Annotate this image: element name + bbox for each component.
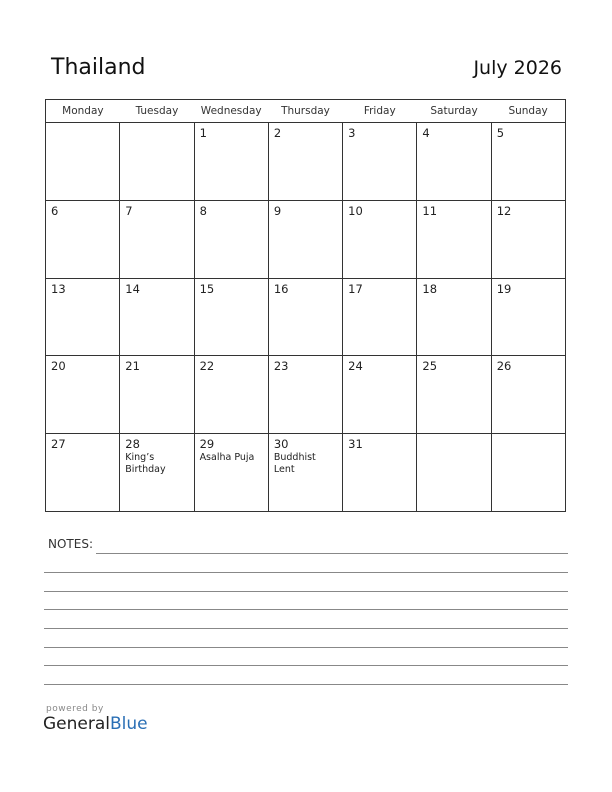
holiday-label: Asalha Puja <box>199 452 255 464</box>
day-cell <box>491 200 565 278</box>
day-cell <box>343 434 417 512</box>
day-cell <box>343 200 417 278</box>
day-number: 12 <box>496 203 512 218</box>
day-number: 22 <box>199 359 215 374</box>
brand-part-blue: Blue <box>110 714 148 734</box>
week-row <box>46 123 566 201</box>
day-cell <box>343 356 417 434</box>
day-cell <box>417 278 491 356</box>
weekday-header: Friday <box>343 100 417 123</box>
day-cell <box>46 434 120 512</box>
day-number: 6 <box>51 203 59 218</box>
day-cell <box>46 123 120 201</box>
day-number: 30 <box>273 437 289 452</box>
day-cell <box>120 123 194 201</box>
weekday-header: Monday <box>46 100 120 123</box>
day-number: 25 <box>422 359 438 374</box>
day-cell <box>268 123 342 201</box>
weekday-header: Thursday <box>268 100 342 123</box>
notes-line <box>44 647 568 648</box>
weekday-header-row <box>46 100 566 123</box>
day-number: 13 <box>51 281 66 296</box>
day-number: 5 <box>496 126 505 140</box>
day-number: 8 <box>199 203 207 218</box>
week-row <box>46 278 566 356</box>
day-cell <box>194 200 268 278</box>
day-number: 1 <box>199 126 207 140</box>
day-cell <box>491 434 565 512</box>
generalblue-logo <box>43 704 148 734</box>
notes-line <box>96 553 568 554</box>
day-number: 15 <box>199 281 215 296</box>
day-cell <box>491 278 565 356</box>
day-cell <box>417 200 491 278</box>
day-number: 16 <box>273 281 289 296</box>
country-title: Thailand <box>51 55 146 80</box>
notes-line <box>44 684 568 685</box>
holiday-label: King’s Birthday <box>125 452 166 476</box>
day-cell <box>268 278 342 356</box>
day-number: 14 <box>125 281 140 296</box>
day-cell <box>46 200 120 278</box>
day-number <box>417 434 490 437</box>
day-cell <box>268 434 342 512</box>
day-number: 31 <box>348 437 363 452</box>
day-number: 7 <box>125 203 133 218</box>
day-number: 2 <box>273 126 282 140</box>
day-number: 28 <box>125 437 140 452</box>
day-number: 11 <box>422 203 438 218</box>
day-number <box>120 123 193 126</box>
notes-line <box>44 572 568 573</box>
day-cell <box>120 356 194 434</box>
day-cell <box>268 200 342 278</box>
day-cell <box>46 356 120 434</box>
notes-line <box>44 665 568 666</box>
day-number: 19 <box>496 281 512 296</box>
day-number: 27 <box>51 437 66 452</box>
day-cell <box>343 123 417 201</box>
day-number: 23 <box>273 359 289 374</box>
day-cell <box>120 434 194 512</box>
notes-label: NOTES: <box>48 537 93 551</box>
day-cell <box>194 278 268 356</box>
powered-by-text: powered by <box>46 704 104 714</box>
day-cell <box>417 434 491 512</box>
brand-part-general: General <box>43 714 110 734</box>
day-number <box>492 434 565 437</box>
day-number: 26 <box>496 359 512 374</box>
day-cell <box>120 200 194 278</box>
day-number: 21 <box>125 359 140 374</box>
day-number: 17 <box>348 281 363 296</box>
day-number: 29 <box>199 437 215 452</box>
day-cell <box>194 434 268 512</box>
day-cell <box>46 278 120 356</box>
day-cell <box>194 123 268 201</box>
day-cell <box>268 356 342 434</box>
day-number: 3 <box>348 126 356 140</box>
week-row <box>46 434 566 512</box>
day-cell <box>343 278 417 356</box>
brand-name <box>43 714 148 734</box>
day-number <box>46 123 119 126</box>
month-year-title: July 2026 <box>473 57 562 79</box>
day-number: 18 <box>422 281 438 296</box>
day-number: 20 <box>51 359 66 374</box>
calendar-grid <box>45 99 566 512</box>
day-cell <box>491 123 565 201</box>
day-cell <box>417 356 491 434</box>
holiday-label: Buddhist Lent <box>273 452 316 476</box>
day-number: 9 <box>273 203 282 218</box>
day-cell <box>491 356 565 434</box>
notes-line <box>44 591 568 592</box>
day-cell <box>120 278 194 356</box>
notes-line <box>44 628 568 629</box>
day-number: 24 <box>348 359 363 374</box>
weekday-header: Wednesday <box>194 100 268 123</box>
day-number: 10 <box>348 203 363 218</box>
week-row <box>46 356 566 434</box>
day-number: 4 <box>422 126 430 140</box>
week-row <box>46 200 566 278</box>
day-cell <box>194 356 268 434</box>
day-cell <box>417 123 491 201</box>
weekday-header: Saturday <box>417 100 491 123</box>
notes-line <box>44 609 568 610</box>
weekday-header: Tuesday <box>120 100 194 123</box>
weekday-header: Sunday <box>491 100 565 123</box>
